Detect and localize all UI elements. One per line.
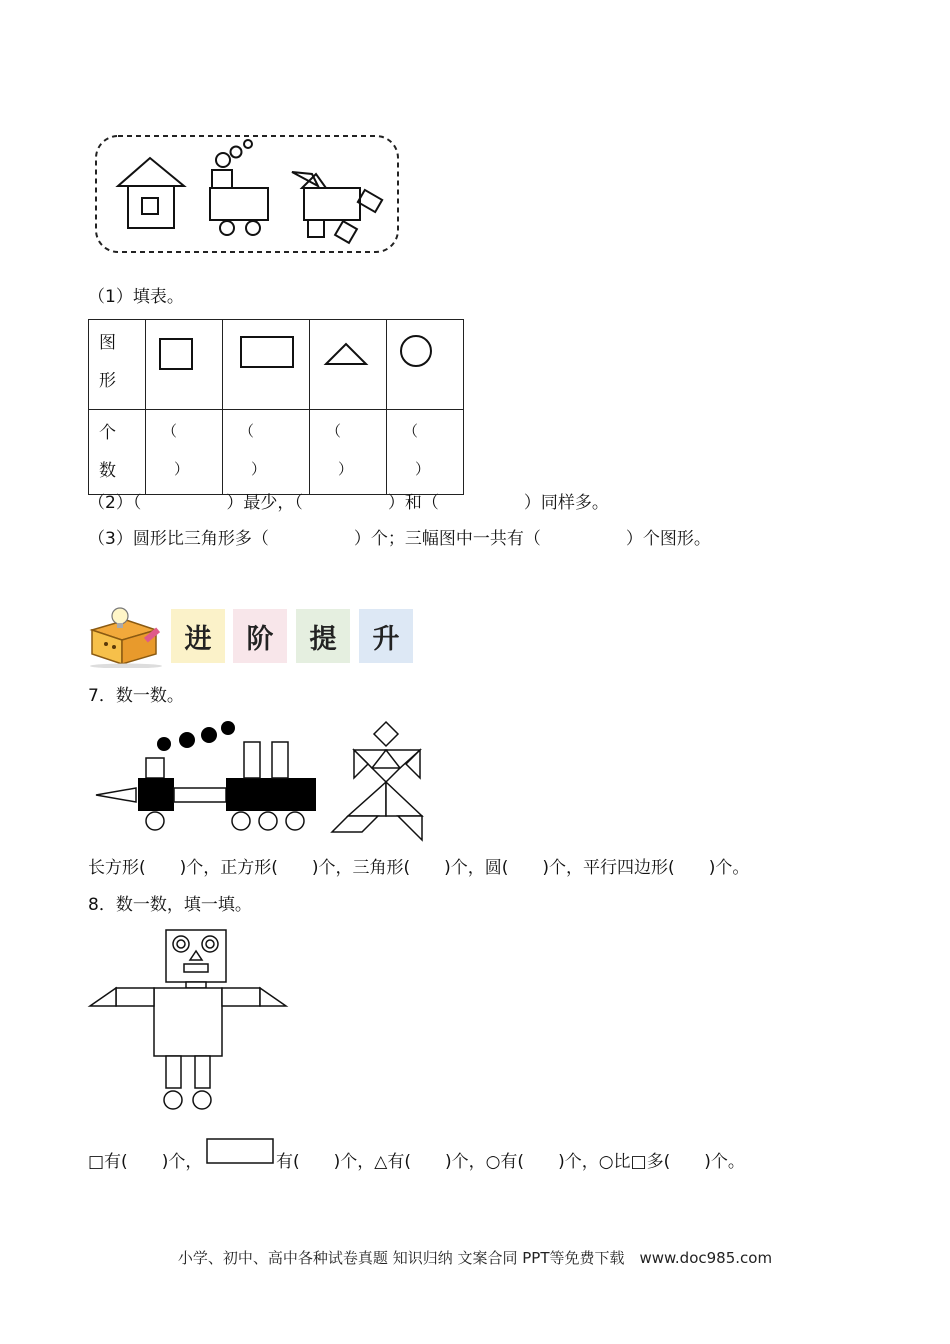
col-rectangle bbox=[223, 320, 310, 410]
q7-answer-line: 长方形( )个，正方形( )个，三角形( )个，圆( )个，平行四边形( )个。 bbox=[88, 858, 750, 878]
col-circle bbox=[387, 320, 464, 410]
q7-title: 7．数一数。 bbox=[88, 686, 184, 706]
page-footer: 小学、初中、高中各种试卷真题 知识归纳 文案合同 PPT等免费下载 www.doc985.com bbox=[177, 1249, 773, 1267]
house-figure bbox=[118, 158, 184, 228]
banner-char-2: 阶 bbox=[233, 609, 287, 663]
count-circle-cell[interactable]: （ ） bbox=[387, 410, 464, 495]
rectangle-icon bbox=[223, 320, 309, 404]
q8-title: 8．数一数，填一填。 bbox=[88, 895, 252, 915]
banner-char-3: 提 bbox=[296, 609, 350, 663]
robot-figure bbox=[86, 926, 296, 1116]
banner-char-4: 升 bbox=[359, 609, 413, 663]
horse-figure bbox=[292, 172, 382, 243]
count-rectangle-cell[interactable]: （ ） bbox=[223, 410, 310, 495]
count-triangle-cell[interactable]: （ ） bbox=[310, 410, 387, 495]
triangle-icon bbox=[310, 320, 386, 404]
header-count: 个 数 bbox=[89, 410, 146, 495]
header-shape: 图 形 bbox=[89, 320, 146, 410]
q6-part3: （3）圆形比三角形多（ ）个；三幅图中一共有（ ）个图形。 bbox=[88, 529, 711, 549]
count-square-cell[interactable]: （ ） bbox=[146, 410, 223, 495]
train-figure bbox=[210, 140, 268, 235]
circle-icon bbox=[387, 320, 463, 404]
q6-part2: （2）（ ）最少，（ ）和（ ）同样多。 bbox=[88, 493, 609, 513]
col-triangle bbox=[310, 320, 387, 410]
banner-mascot-icon bbox=[86, 604, 166, 668]
rectangle-inline-icon bbox=[206, 1138, 274, 1166]
shape-count-table bbox=[88, 319, 464, 495]
q6-figure-box bbox=[90, 128, 406, 258]
q8-answer-part-a: □有( )个， bbox=[88, 1152, 203, 1172]
q7-figure bbox=[92, 716, 432, 846]
q8-answer-part-b: 有( )个，△有( )个，○有( )个，○比□多( )个。 bbox=[276, 1152, 745, 1172]
banner-char-1: 进 bbox=[171, 609, 225, 663]
col-square bbox=[146, 320, 223, 410]
train-black-figure bbox=[96, 721, 316, 830]
square-icon bbox=[146, 320, 222, 404]
q6-part1-label: （1）填表。 bbox=[88, 287, 184, 307]
tangram-person-figure bbox=[332, 722, 422, 840]
